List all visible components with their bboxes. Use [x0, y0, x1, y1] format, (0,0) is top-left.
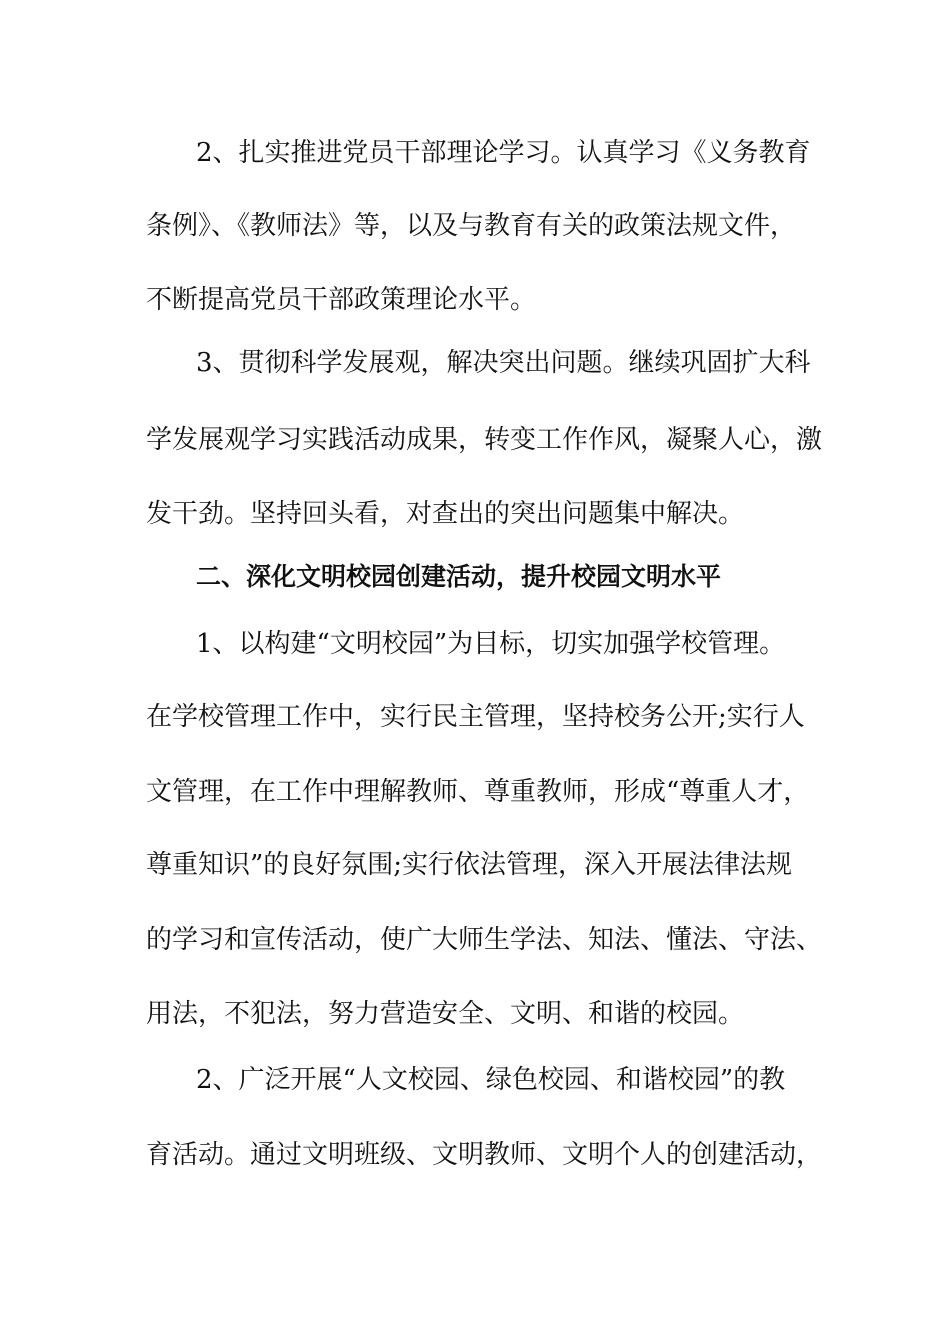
line-text: 的学习和宣传活动，使广大师生学法、知法、懂法、守法、 — [146, 925, 823, 955]
paragraph-line — [0, 206, 950, 246]
paragraph-line — [0, 1135, 950, 1175]
paragraph-line — [0, 280, 950, 320]
line-text: 文管理，在工作中理解教师、尊重教师，形成“尊重人才， — [146, 777, 810, 807]
paragraph-line — [0, 133, 950, 173]
paragraph-line — [0, 920, 950, 960]
paragraph-line — [0, 420, 950, 460]
paragraph-line — [0, 343, 950, 383]
line-text: 2、广泛开展“人文校园、绿色校园、和谐校园”的教 — [196, 1065, 786, 1095]
line-text: 用法，不犯法，努力营造安全、文明、和谐的校园。 — [146, 999, 745, 1029]
paragraph-line — [0, 1060, 950, 1100]
line-text: 不断提高党员干部政策理论水平。 — [146, 285, 537, 315]
paragraph-line — [0, 624, 950, 664]
paragraph-line — [0, 772, 950, 812]
section-heading — [0, 557, 950, 597]
line-text: 1、以构建“文明校园”为目标，切实加强学校管理。 — [196, 629, 786, 659]
line-text: 学发展观学习实践活动成果，转变工作作风，凝聚人心，激 — [146, 425, 823, 455]
line-text: 2、扎实推进党员干部理论学习。认真学习《义务教育 — [196, 138, 811, 168]
line-text: 尊重知识”的良好氛围;实行依法管理，深入开展法律法规 — [146, 850, 793, 880]
line-text: 在学校管理工作中，实行民主管理，坚持校务公开;实行人 — [146, 702, 805, 732]
heading-text: 二、深化文明校园创建活动，提升校园文明水平 — [196, 562, 722, 591]
paragraph-line — [0, 994, 950, 1034]
paragraph-line — [0, 697, 950, 737]
line-text: 3、贯彻科学发展观，解决突出问题。继续巩固扩大科 — [196, 348, 811, 378]
paragraph-line — [0, 494, 950, 534]
line-text: 育活动。通过文明班级、文明教师、文明个人的创建活动， — [146, 1140, 823, 1170]
line-text: 发干劲。坚持回头看，对查出的突出问题集中解决。 — [146, 499, 745, 529]
paragraph-line — [0, 845, 950, 885]
line-text: 条例》、《教师法》等，以及与教育有关的政策法规文件， — [146, 211, 797, 241]
